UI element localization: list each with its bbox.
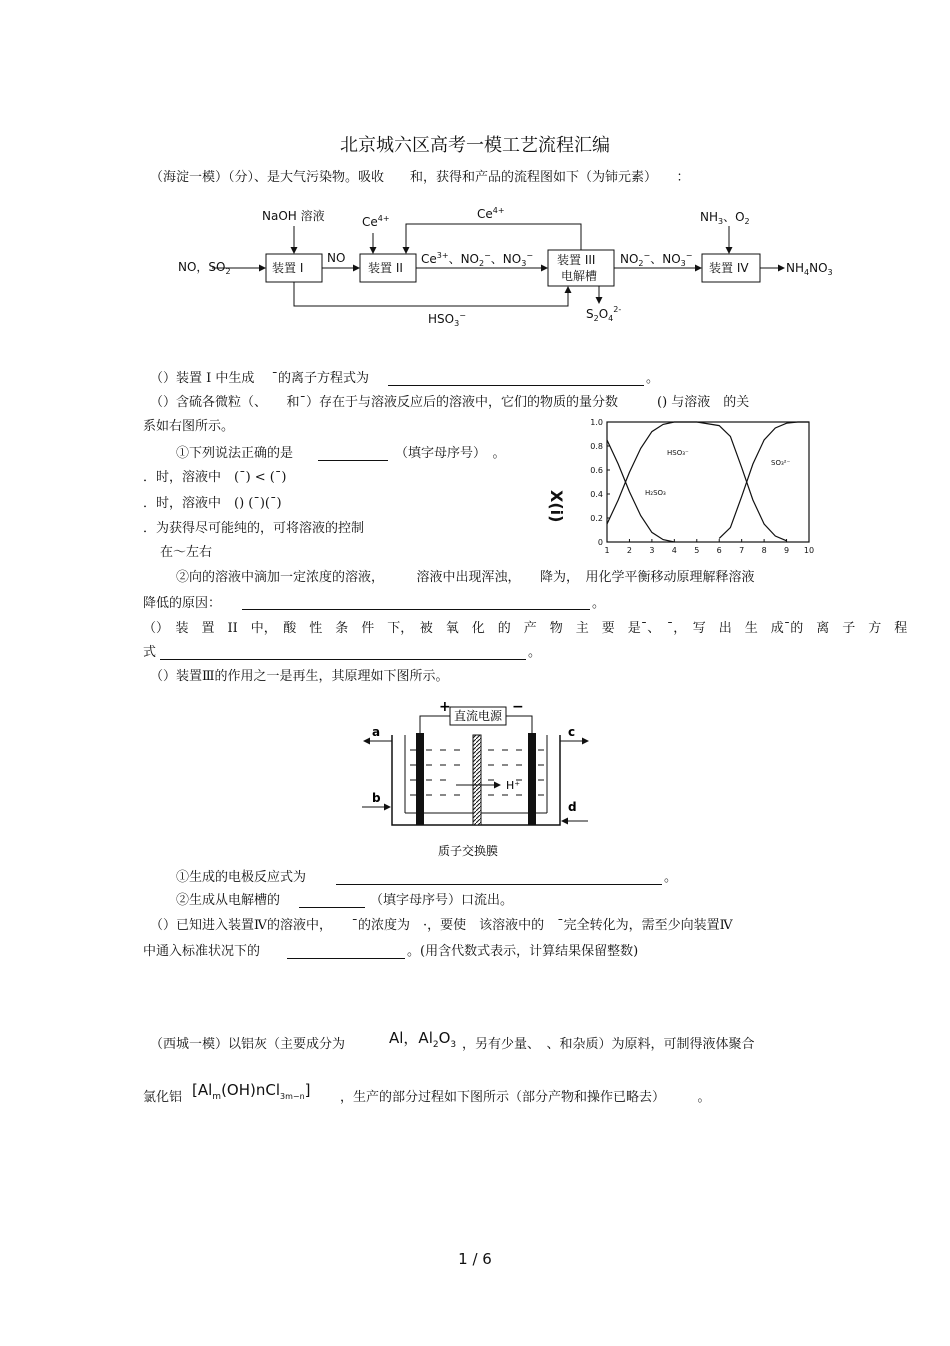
port-a: a — [372, 725, 381, 739]
device-2-label: 装置 II — [368, 261, 403, 275]
q1-part3-cont: 式 — [143, 645, 157, 660]
series-line-2 — [719, 422, 809, 538]
x-tick-label: 10 — [803, 546, 815, 555]
device-1-label: 装置 I — [272, 261, 304, 275]
anode — [416, 733, 424, 825]
x-tick-label: 1 — [604, 546, 610, 555]
q1-intro: （海淀一模）（分）、是大气污染物。吸收 和，获得和产品的流程图如下（为铈元素） ： — [150, 170, 690, 185]
q2-line1: （西城一模）以铝灰（主要成分为 — [150, 1037, 346, 1052]
y-tick-label: 0.6 — [590, 466, 603, 475]
device-3-label: 装置 III — [557, 253, 596, 267]
y-tick-label: 0.4 — [590, 490, 603, 499]
svg-text:NH4NO3: $NH_4NO_3$ — [786, 261, 833, 277]
plot-frame — [607, 422, 809, 542]
naoh-label: NaOH 溶液 — [262, 209, 325, 223]
series-label-1: HSO₃⁻ — [667, 449, 689, 457]
q1-question-4: ②生成从电解槽的 — [176, 893, 281, 908]
x-tick-label: 4 — [671, 546, 677, 555]
q2-line2: 氯化铝 — [143, 1090, 183, 1105]
y-tick-label: 0 — [597, 538, 603, 547]
series-line-1 — [607, 422, 787, 541]
q1-part2: （）含硫各微粒（、 和ˉ）存在于与溶液反应后的溶液中，它们的物质的量分数 () 与溶液 的关 — [150, 395, 750, 410]
page-number: 1 / 6 — [458, 1250, 492, 1268]
species-fraction-chart — [545, 410, 820, 560]
x-tick-label: 5 — [694, 546, 700, 555]
device-3-sublabel: 电解槽 — [561, 269, 598, 283]
x-tick-label: 2 — [626, 546, 632, 555]
svg-text:Ce4+: $Ce^{4+}$ — [477, 206, 505, 221]
svg-text:NO，SO2: NO，$SO_2$ — [178, 260, 231, 276]
svg-text:−: − — [512, 699, 524, 715]
document-title: 北京城六区高考一模工艺流程汇编 — [340, 135, 610, 156]
answer-blank-5[interactable] — [336, 884, 662, 885]
device-4-label: 装置 IV — [709, 261, 749, 275]
q1-question-2-cont: 降低的原因： — [143, 596, 222, 611]
option-c-cont: 在～左右 — [160, 545, 213, 560]
x-tick-label: 8 — [761, 546, 767, 555]
q1-part4: （）装置Ⅲ的作用之一是再生，其原理如下图所示。 — [150, 669, 449, 684]
answer-blank-4[interactable] — [160, 659, 526, 660]
y-axis-label: X(i) — [547, 490, 566, 523]
electrolysis-cell-diagram — [360, 695, 590, 865]
answer-blank-2[interactable] — [318, 460, 388, 461]
formula-pac: $[Al_m(OH)nCl_{3m-n}]$ — [192, 1081, 311, 1102]
formula-al-al2o3: Al，$Al_2O_3$ — [389, 1029, 457, 1050]
port-b: b — [372, 791, 381, 805]
dc-power-label: 直流电源 — [453, 709, 503, 723]
y-tick-label: 1.0 — [590, 418, 603, 427]
option-c: ．为获得尽可能纯的，可将溶液的控制 — [143, 521, 365, 536]
process-flow-diagram — [0, 195, 950, 330]
cathode — [528, 733, 536, 825]
series-label-0: H₂SO₃ — [645, 489, 666, 497]
q1-question-1: ①下列说法正确的是 — [176, 446, 294, 461]
q1-question-1-hint: （填字母序号） 。 — [395, 446, 506, 461]
port-c: c — [568, 725, 576, 739]
svg-text:NH3、O2: $NH_3$、$O_2$ — [700, 210, 750, 226]
proton-exchange-membrane — [473, 735, 481, 825]
q2-line1-cont: ，另有少量、 、和杂质）为原料，可制得液体聚合 — [462, 1037, 755, 1052]
answer-blank-3[interactable] — [242, 609, 590, 610]
q1-part5: （）已知进入装置Ⅳ的溶液中， ˉ的浓度为 ·，要使 该溶液中的 ˉ完全转化为，需至少向装置Ⅳ — [150, 918, 733, 933]
svg-text:+: + — [439, 699, 451, 715]
membrane-label: 质子交换膜 — [438, 844, 499, 858]
answer-blank-7[interactable] — [287, 958, 405, 959]
svg-text:Ce3+、NO2−、NO3−: $Ce^{3+}$、$NO_2^-$、$NO_3^-$ — [421, 251, 534, 268]
answer-blank-1[interactable] — [388, 385, 644, 386]
q1-part3: （） 装 置 II 中， 酸 性 条 件 下， 被 氧 化 的 产 物 主 要 是ˉ、 ˉ， 写 出 生 成ˉ的 离 子 方 程 — [143, 621, 908, 636]
q1-question-2: ②向的溶液中滴加一定浓度的溶液， 溶液中出现浑浊， 降为， 用化学平衡移动原理解释溶液 — [176, 570, 755, 585]
x-tick-label: 3 — [649, 546, 655, 555]
svg-text:Ce4+: $Ce^{4+}$ — [362, 214, 390, 229]
option-a: ．时，溶液中 (ˉ) < (ˉ) — [143, 470, 287, 485]
svg-text:NO2−、NO3−: $NO_2^-$、$NO_3^-$ — [620, 251, 693, 268]
y-tick-label: 0.8 — [590, 442, 603, 451]
port-d: d — [568, 800, 577, 814]
svg-text:S2O42-: $S_2O_4^{2-}$ — [586, 305, 622, 323]
no-label: NO — [327, 251, 346, 265]
option-b: ．时，溶液中 () (ˉ)(ˉ) — [143, 496, 282, 511]
x-tick-label: 7 — [739, 546, 745, 555]
y-tick-label: 0.2 — [590, 514, 603, 523]
q2-line2-cont: ，生产的部分过程如下图所示（部分产物和操作已略去） 。 — [340, 1090, 711, 1105]
q1-part5-hint: 。(用含代数式表示，计算结果保留整数) — [407, 944, 639, 959]
x-tick-label: 9 — [784, 546, 790, 555]
x-tick-label: 6 — [716, 546, 722, 555]
q1-question-3: ①生成的电极反应式为 — [176, 870, 307, 885]
h-ion-label: H⁺ — [506, 779, 521, 792]
q1-part2-cont: 系如右图所示。 — [143, 419, 235, 434]
q1-question-4-hint: （填字母序号）口流出。 — [370, 893, 514, 908]
answer-blank-6[interactable] — [299, 907, 365, 908]
svg-text:HSO3−: $HSO_3^-$ — [428, 311, 466, 328]
q1-part1: （）装置 I 中生成 ˉ的离子方程式为 — [150, 371, 370, 386]
q1-part5-cont: 中通入标准状况下的 — [143, 944, 261, 959]
series-label-2: SO₃²⁻ — [771, 459, 791, 467]
